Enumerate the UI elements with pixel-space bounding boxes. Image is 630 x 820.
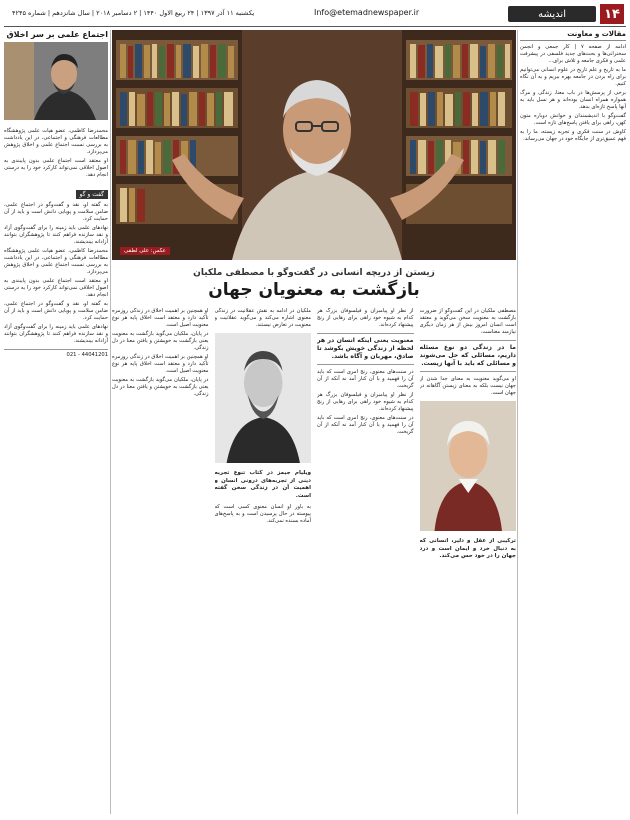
note-paragraph: او معتقد است اجتماع علمی بدون پایبندی به اصول اخلاقی نمی‌تواند کارکرد خود را به درستی انجام دهد. [4, 158, 108, 178]
note-paragraph: محمدرضا کاظمی، عضو هیات علمی پژوهشگاه مطالعات فرهنگی و اجتماعی، در این یادداشت به بررسی نسبت اجتماع علمی و اخلاق پژوهش می‌پردازد. [4, 128, 108, 155]
article-column-2 [317, 308, 414, 814]
bookshelf-right [402, 30, 516, 260]
article-paragraph: مصطفی ملکیان در این گفت‌وگو از ضرورت بازگشت به معنویت سخن می‌گوید و معتقد است انسان امروز بیش از هر زمان دیگری نیازمند معناست. [419, 308, 516, 335]
note-paragraph: نهادهای علمی باید زمینه را برای گفت‌وگوی آزاد و نقد سازنده فراهم کنند تا پژوهشگران بتوانند آزادانه بیندیشند. [4, 324, 108, 344]
pull-quote: معنویت یعنی اینکه انسان در هر لحظه از زندگی خویش بکوشد تا صادق، مهربان و آگاه باشد. [317, 333, 414, 365]
article-body [112, 308, 516, 814]
speaker-photo-illustration [112, 30, 516, 260]
page-header [4, 4, 626, 27]
article-paragraph: ملکیان در ادامه به نقش عقلانیت در زندگی معنوی اشاره می‌کند و می‌گوید عقلانیت و معنویت در تعارض نیستند. [214, 308, 311, 328]
article-paragraph: در سنت‌های معنوی، رنج امری است که باید آن را فهمید و با آن کنار آمد نه آنکه از آن گریخت. [317, 415, 414, 435]
note-paragraph: نهادهای علمی باید زمینه را برای گفت‌وگوی آزاد و نقد سازنده فراهم کنند تا پژوهشگران بتوانند آزادانه بیندیشند. [4, 225, 108, 245]
column-divider [517, 30, 518, 814]
headline-box [112, 268, 516, 302]
bookshelf-left [112, 30, 242, 260]
editorial-paragraph: گفت‌وگو با اندیشمندان و خوانش دوباره متون کهن، راهی برای یافتن پاسخ‌های تازه است. [520, 113, 626, 126]
note-text [4, 202, 108, 345]
article-headline: بازگشت به معنویان جهان [208, 280, 420, 300]
editorial-text [520, 44, 626, 143]
article-paragraph: او همچنین بر اهمیت اخلاق در زندگی روزمره تأکید دارد و معتقد است اخلاق پایه هر نوع معنویت اصیل است. [112, 354, 209, 374]
article-paragraph: به باور او انسان معنوی کسی است که پیوسته در حال پرسیدن است و به پاسخ‌های آماده بسنده نمی‌کند. [214, 504, 311, 524]
portrait-caption: ویلیام جیمز در کتاب تنوع تجربه دینی از تجربه‌های درونی انسان و اهمیت آن در زندگی سخن گفته است. [214, 470, 311, 499]
pull-quote: ما در زندگی دو نوع مسئله داریم، مسائلی که حل می‌شوند و مسائلی که باید با آنها زیست. [420, 340, 517, 372]
editorial-heading: مقالات و معاونت [520, 30, 626, 41]
article-column-4 [112, 308, 209, 814]
page-number: ۱۴ [600, 4, 624, 24]
article-subtitle: زیستن از دریچه انسانی در گفت‌وگو با مصطفی ملکیان [193, 268, 435, 278]
note-paragraph: محمدرضا کاظمی، عضو هیات علمی پژوهشگاه مطالعات فرهنگی و اجتماعی، در این یادداشت به بررسی نسبت اجتماع علمی و اخلاق پژوهش می‌پردازد. [4, 248, 108, 275]
photo-credit: عکس: علی لطفی [120, 247, 170, 255]
editorial-paragraph: ما به تاریخ و علم تاریخ در علوم انسانی می‌توانیم برای راه بردن در جامعه بهره ببریم و به آن نگاه کنیم. [520, 67, 626, 87]
article-paragraph: از نظر او پیامبران و فیلسوفان بزرگ هر کدام به شیوه خود راهی برای رهایی از رنج پیشنهاد کرده‌اند. [317, 392, 414, 412]
note-text [4, 128, 108, 179]
hero-photo [112, 30, 516, 260]
note-tag: گفت و گو [76, 190, 108, 199]
main-article [112, 30, 516, 814]
article-paragraph: او می‌گوید معنویت به معنای جدا شدن از جهان نیست بلکه به معنای زیستن آگاهانه در جهان است. [419, 376, 516, 396]
author-photo [4, 42, 108, 120]
article-column-1 [420, 308, 517, 814]
date-line: یکشنبه ۱۱ آذر ۱۳۹۷ | ۲۴ ربیع الاول ۱۴۴۰ | ۲ دسامبر ۲۰۱۸ | سال شانزدهم | شماره ۴۲۴۵ [12, 9, 255, 17]
note-paragraph: او معتقد است اجتماع علمی بدون پایبندی به اصول اخلاقی نمی‌تواند کارکرد خود را به درستی انجام دهد. [4, 278, 108, 298]
article-paragraph: او همچنین بر اهمیت اخلاق در زندگی روزمره تأکید دارد و معتقد است اخلاق پایه هر نوع معنویت اصیل است. [112, 308, 209, 328]
note-column [4, 30, 108, 814]
portrait-caption: ترکیبی از عقل و دلیر، انسانی که به دنبال خرد و ایمان است و درد جهان را در خود حس می‌کند. [419, 538, 516, 559]
article-paragraph: در سنت‌های معنوی، رنج امری است که باید آن را فهمید و با آن کنار آمد نه آنکه از آن گریخت. [317, 369, 414, 389]
email-link[interactable]: Info@etemadnewspaper.ir [314, 8, 420, 17]
editorial-paragraph: ادامه از صفحه ۷ | کار جمعی و انجمن سخنرانی‌ها و بحث‌های جدید فلسفی در پیشرفت علمی و فکری جامعه و تلاش برای... [520, 44, 626, 64]
note-title: اجتماع علمی بر سر اخلاق [6, 30, 108, 39]
editorial-paragraph: کاوش در سنت فکری و تجربه زیسته، ما را به فهم عمیق‌تری از جایگاه خود در جهان می‌رساند. [520, 129, 626, 142]
editorial-paragraph: برخی از پرسش‌ها در باب معنا، زندگی و مرگ همواره همراه انسان بوده‌اند و هر نسل باید به آنها پاسخ تازه‌ای بدهد. [520, 90, 626, 110]
article-column-3 [215, 308, 312, 814]
editorial-column [520, 30, 626, 814]
column-divider [110, 30, 111, 814]
article-paragraph: در پایان، ملکیان می‌گوید بازگشت به معنویت یعنی بازگشت به خویشتن و یافتن معنا در دل زندگی. [112, 377, 209, 397]
portrait-james [215, 333, 312, 463]
article-paragraph: در پایان، ملکیان می‌گوید بازگشت به معنویت یعنی بازگشت به خویشتن و یافتن معنا در دل زندگی. [112, 331, 209, 351]
note-footer: 021 - 44041201 [4, 349, 108, 359]
section-title: اندیشه [508, 6, 596, 22]
portrait-hume [420, 401, 517, 531]
article-paragraph: از نظر او پیامبران و فیلسوفان بزرگ هر کدام به شیوه خود راهی برای رهایی از رنج پیشنهاد کرده‌اند. [317, 308, 414, 328]
note-paragraph: به گفته او، نقد و گفت‌وگو در اجتماع علمی، ضامن سلامت و پویایی دانش است و باید از آن حمایت کرد. [4, 202, 108, 222]
note-paragraph: به گفته او، نقد و گفت‌وگو در اجتماع علمی، ضامن سلامت و پویایی دانش است و باید از آن حمایت کرد. [4, 301, 108, 321]
